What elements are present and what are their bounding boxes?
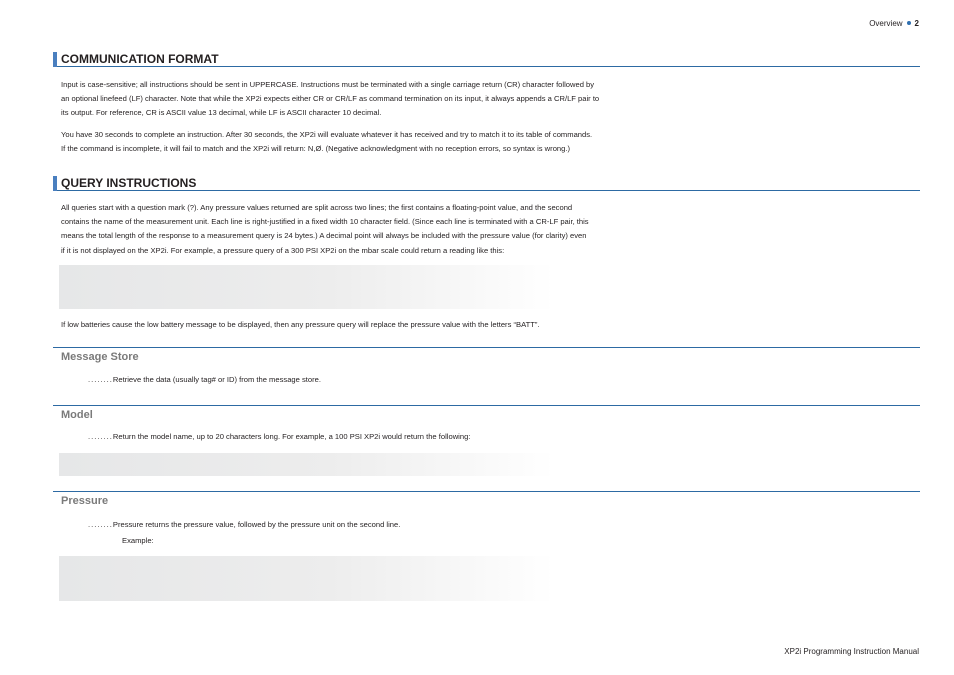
entry-text: Retrieve the data (usually tag# or ID) from the message store. [112,375,321,384]
query-paragraph-2: If low batteries cause the low battery message to be displayed, then any pressure query will replace the pressure value with the letters “BATT”. [61,320,540,329]
header-section: Overview [869,19,903,28]
text-line: means the total length of the response to a measurement query is 24 bytes.) A decimal point will always be included with the pressure value (for clarity) even [61,231,587,241]
subheading-title: Message Store [61,351,139,363]
subheading-pressure [53,491,920,507]
section-heading-communication-format [53,52,920,67]
bullet-dot-icon [907,21,911,25]
text-line: If the command is incomplete, it will fail to match and the XP2i will return: N,Ø. (Negative acknowledgment with no reception errors, so syntax is wrong.) [61,144,570,154]
dot-leader: ........ [88,375,113,384]
subheading-message-store [53,347,920,363]
page-footer: XP2i Programming Instruction Manual [784,647,919,656]
subheading-title: Model [61,409,93,421]
entry-text: Return the model name, up to 20 characters long. For example, a 100 PSI XP2i would return the following: [112,432,471,441]
section-heading-query-instructions [53,176,920,191]
example-label: Example: [122,536,154,545]
text-line: an optional linefeed (LF) character. Note that while the XP2i expects either CR or CR/LF as command termination on its input, it always appends a CR/LF pair to [61,94,600,104]
query-paragraph-1 [61,201,711,258]
section-title: COMMUNICATION FORMAT [61,52,219,66]
communication-paragraph-1 [61,78,711,121]
text-line: if it is not displayed on the XP2i. For example, a pressure query of a 300 PSI XP2i on the mbar scale could return a reading like this: [61,245,505,255]
text-line: All queries start with a question mark (?). Any pressure values returned are split across two lines; the first contains a floating-point value, and the second [61,203,573,212]
text-line: Input is case-sensitive; all instructions should be sent in UPPERCASE. Instructions must be terminated with a single carriage return (CR) character followed by [61,80,595,89]
page-header [869,19,919,28]
heading-accent-bar [53,176,57,191]
communication-paragraph-2 [61,128,711,156]
text-line: contains the name of the measurement unit. Each line is right-justified in a fixed width 10 character field. (Since each line is terminated with a CR-LF pair, this [61,217,589,227]
entry-text: Pressure returns the pressure value, followed by the pressure unit on the second line. [112,520,401,529]
code-example-box [59,556,554,601]
code-example-box [59,453,554,476]
pressure-entry [88,520,400,529]
model-entry [88,432,470,441]
subheading-title: Pressure [61,495,109,507]
section-title: QUERY INSTRUCTIONS [61,176,197,190]
dot-leader: ........ [88,520,113,529]
subheading-model [53,405,920,421]
dot-leader: ........ [88,432,113,441]
message-store-entry [88,375,321,384]
code-example-box [59,265,554,309]
text-line: You have 30 seconds to complete an instruction. After 30 seconds, the XP2i will evaluate whatever it has received and try to match it to its table of commands. [61,130,593,139]
heading-accent-bar [53,52,57,67]
text-line: its output. For reference, CR is ASCII value 13 decimal, while LF is ASCII character 10 decimal. [61,108,382,118]
page-number: 2 [914,19,919,28]
